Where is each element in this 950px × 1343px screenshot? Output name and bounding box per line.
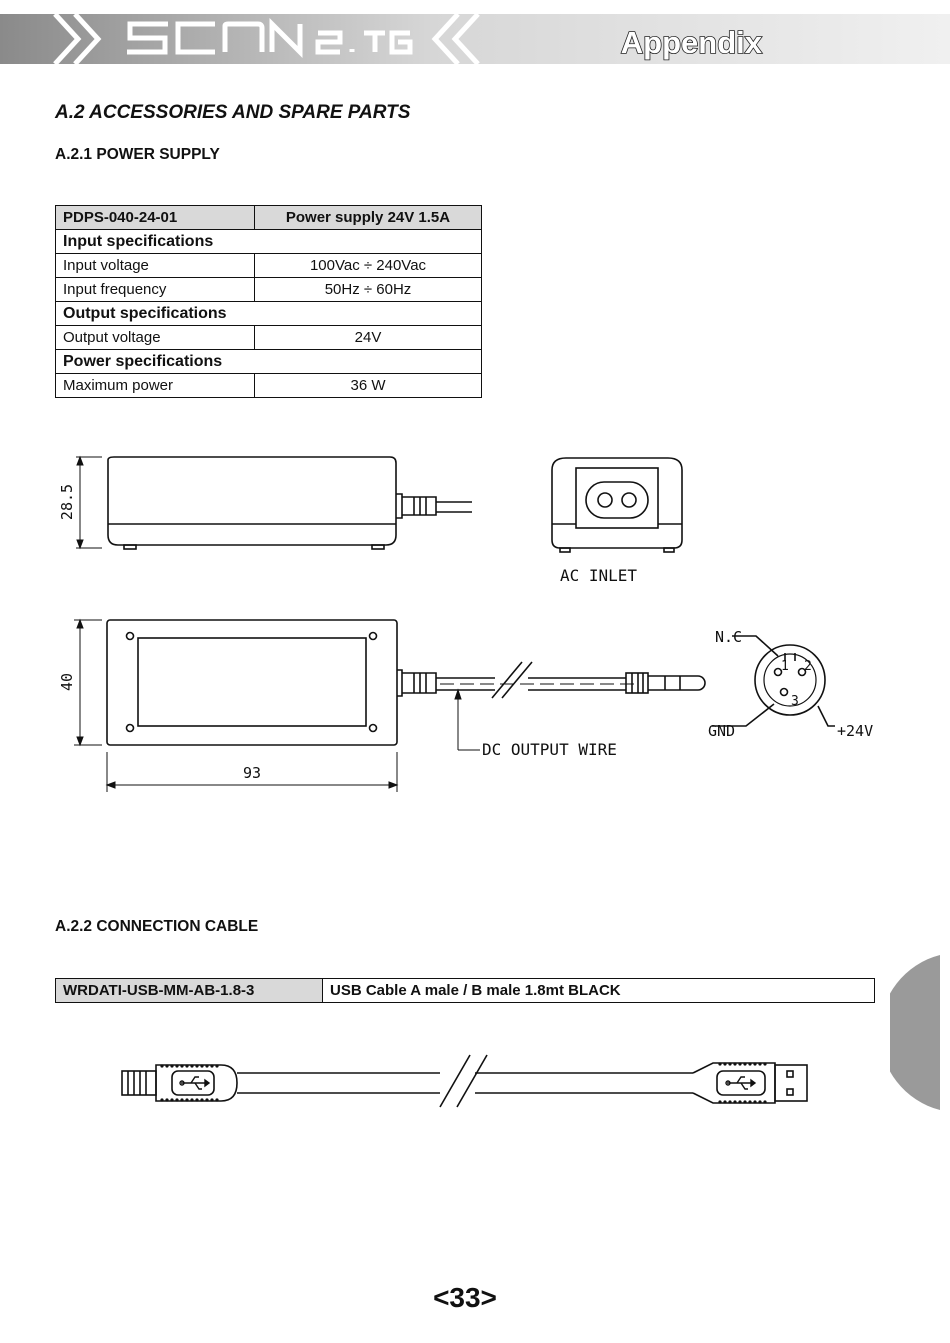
height-dimension: 28.5: [58, 483, 76, 521]
table-row: [56, 278, 482, 302]
usb-icon: [180, 1077, 209, 1089]
pin-3-label: 3: [791, 694, 799, 709]
table-row: [56, 350, 482, 374]
pin-24v-label: +24V: [837, 722, 874, 740]
section-title: A.2 ACCESSORIES AND SPARE PARTS: [55, 102, 411, 123]
header-section-label: Appendix: [620, 25, 762, 60]
grip-dots: [160, 1062, 766, 1103]
pin-1-label: 1: [781, 659, 789, 674]
power-supply-drawing: [40, 440, 890, 800]
spec-label: Output voltage: [56, 326, 255, 350]
side-tab: [890, 955, 950, 1110]
pin-gnd-label: GND: [708, 722, 736, 740]
spec-value: 100Vac ÷ 240Vac: [255, 254, 482, 278]
header-banner: [0, 0, 950, 70]
table-row: [56, 254, 482, 278]
pin-2-label: 2: [804, 659, 812, 674]
spec-value: 50Hz ÷ 60Hz: [255, 278, 482, 302]
cable-description: USB Cable A male / B male 1.8mt BLACK: [323, 979, 875, 1003]
table-row: [56, 374, 482, 398]
pin-nc-label: N.C: [715, 628, 743, 646]
spec-label: Maximum power: [56, 374, 255, 398]
group-heading: Input specifications: [56, 230, 482, 254]
power-supply-table: [55, 205, 482, 398]
power-supply-heading: A.2.1 POWER SUPPLY: [55, 146, 220, 163]
length-dimension: 93: [242, 764, 262, 782]
connection-cable-table: [55, 978, 875, 1003]
table-row: [56, 230, 482, 254]
spec-value: 36 W: [255, 374, 482, 398]
group-heading: Power specifications: [56, 350, 482, 374]
table-row: [56, 206, 482, 230]
depth-dimension: 40: [58, 672, 76, 692]
connection-cable-heading: A.2.2 CONNECTION CABLE: [55, 918, 259, 935]
page-number: <33>: [433, 1282, 497, 1313]
spec-label: Input frequency: [56, 278, 255, 302]
table-row: [56, 979, 875, 1003]
part-code: PDPS-040-24-01: [56, 206, 255, 230]
part-description: Power supply 24V 1.5A: [255, 206, 482, 230]
spec-label: Input voltage: [56, 254, 255, 278]
usb-cable-drawing: [95, 1045, 825, 1120]
table-row: [56, 326, 482, 350]
table-row: [56, 302, 482, 326]
spec-value: 24V: [255, 326, 482, 350]
dc-wire-label: DC OUTPUT WIRE: [482, 740, 617, 759]
cable-code: WRDATI-USB-MM-AB-1.8-3: [56, 979, 323, 1003]
group-heading: Output specifications: [56, 302, 482, 326]
ac-inlet-label: AC INLET: [560, 566, 638, 585]
usb-icon: [726, 1077, 755, 1089]
